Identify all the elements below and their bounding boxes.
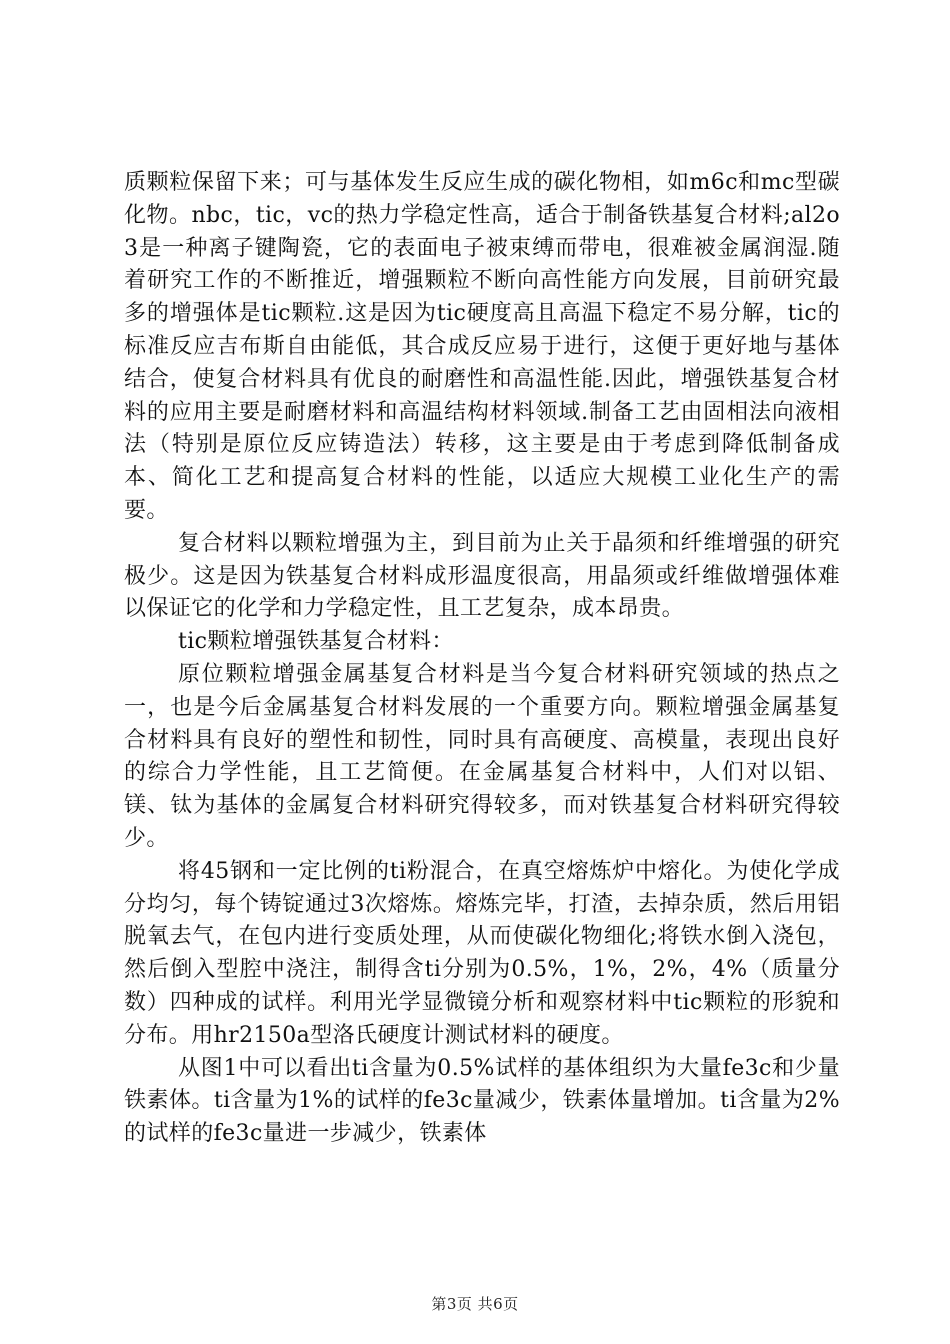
paragraph-in-situ: 原位颗粒增强金属基复合材料是当今复合材料研究领域的热点之一，也是今后金属基复合材料发展的一个重要方向。颗粒增强金属基复合材料具有良好的塑性和韧性，同时具有高硬度、高模量，表现出良好的综合力学性能，且工艺简便。在金属基复合材料中，人们对以铝、镁、钛为基体的金属复合材料研究得较多，而对铁基复合材料研究得较少。	[124, 661, 840, 851]
page-number-footer: 第3页 共6页	[431, 1295, 519, 1313]
paragraph-continuation: 质颗粒保留下来；可与基体发生反应生成的碳化物相，如m6c和mc型碳化物。nbc，tic，vc的热力学稳定性高，适合于制备铁基复合材料;al2o3是一种离子键陶瓷，它的表面电子被束缚而带电，很难被金属润湿.随着研究工作的不断推近，增强颗粒不断向高性能方向发展，目前研究最多的增强体是tic颗粒.这是因为tic硬度高且高温下稳定不易分解，tic的标准反应吉布斯自由能低，其合成反应易于进行，这便于更好地与基体结合，使复合材料具有优良的耐磨性和高温性能.因此，增强铁基复合材料的应用主要是耐磨材料和高温结构材料领域.制备工艺由固相法向液相法（特别是原位反应铸造法）转移，这主要是由于考虑到降低制备成本、简化工艺和提高复合材料的性能，以适应大规模工业化生产的需要。	[124, 170, 840, 523]
section-heading-tic: tic颗粒增强铁基复合材料：	[178, 629, 454, 655]
paragraph-reinforcement: 复合材料以颗粒增强为主，到目前为止关于晶须和纤维增强的研究极少。这是因为铁基复合材料成形温度很高，用晶须或纤维做增强体难以保证它的化学和力学稳定性，且工艺复杂，成本昂贵。	[124, 530, 840, 622]
paragraph-experiment: 将45钢和一定比例的ti粉混合，在真空熔炼炉中熔化。为使化学成分均匀，每个铸锭通过3次熔炼。熔炼完毕，打渣，去掉杂质，然后用铝脱氧去气，在包内进行变质处理，从而使碳化物细化;将铁水倒入浇包，然后倒入型腔中浇注，制得含ti分别为0.5%，1%，2%，4%（质量分数）四种成的试样。利用光学显微镜分析和观察材料中tic颗粒的形貌和分布。用hr2150a型洛氏硬度计测试材料的硬度。	[124, 858, 840, 1048]
paragraph-figure-analysis: 从图1中可以看出ti含量为0.5%试样的基体组织为大量fe3c和少量铁素体。ti含量为1%的试样的fe3c量减少，铁素体量增加。ti含量为2%的试样的fe3c量进一步减少，铁素体	[124, 1055, 840, 1147]
document-body	[124, 167, 840, 1151]
